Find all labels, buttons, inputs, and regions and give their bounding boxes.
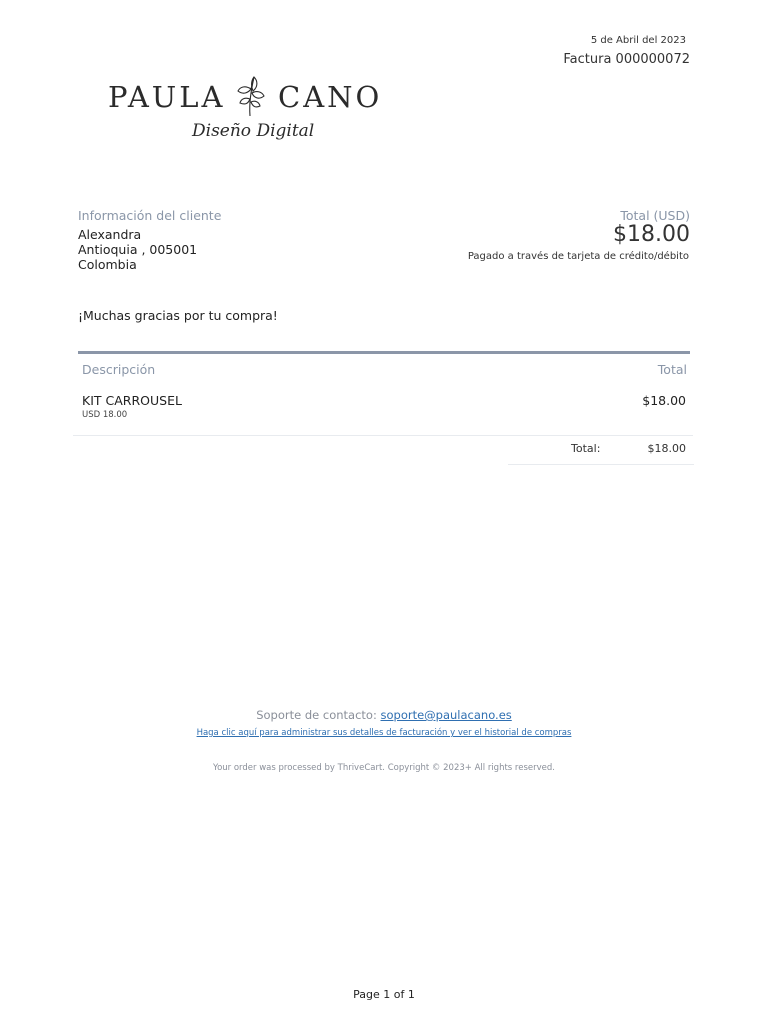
customer-name: Alexandra (78, 227, 142, 242)
summary-divider (508, 464, 694, 465)
invoice-date: 5 de Abril del 2023 (590, 35, 686, 46)
customer-country: Colombia (78, 257, 137, 272)
table-top-rule (78, 351, 690, 354)
summary-total-label: Total: (571, 442, 601, 455)
manage-billing-link[interactable]: Haga clic aquí para administrar sus detalles de facturación y ver el historial de compras (196, 728, 572, 738)
thank-you-message: ¡Muchas gracias por tu compra! (78, 308, 278, 323)
brand-name-first: PAULA (108, 80, 226, 114)
total-label: Total (USD) (620, 208, 690, 223)
total-amount: $18.00 (613, 222, 690, 247)
row-divider (73, 435, 693, 436)
line-item-total: $18.00 (642, 393, 686, 408)
page-number: Page 1 of 1 (353, 988, 415, 1001)
brand-subtitle: Diseño Digital (192, 121, 315, 141)
copyright-notice: Your order was processed by ThriveCart. Copyright © 2023+ All rights reserved. (213, 763, 555, 773)
leaf-sprig-icon (234, 69, 266, 117)
brand-name-last: CANO (278, 80, 383, 114)
customer-info-label: Información del cliente (78, 208, 222, 223)
line-item-name: KIT CARROUSEL (82, 393, 182, 408)
brand-logo (108, 66, 388, 156)
line-item-price: USD 18.00 (82, 410, 128, 420)
summary-total-value: $18.00 (647, 442, 686, 455)
payment-method: Pagado a través de tarjeta de crédito/débito (467, 251, 689, 262)
manage-billing (0, 728, 768, 738)
column-header-description: Descripción (82, 362, 156, 377)
invoice-number: Factura 000000072 (563, 52, 690, 67)
column-header-total: Total (657, 362, 687, 377)
support-label: Soporte de contacto: (256, 708, 377, 722)
customer-address: Antioquia , 005001 (78, 242, 198, 257)
support-email-link[interactable]: soporte@paulacano.es (380, 708, 512, 722)
support-contact (0, 708, 768, 722)
